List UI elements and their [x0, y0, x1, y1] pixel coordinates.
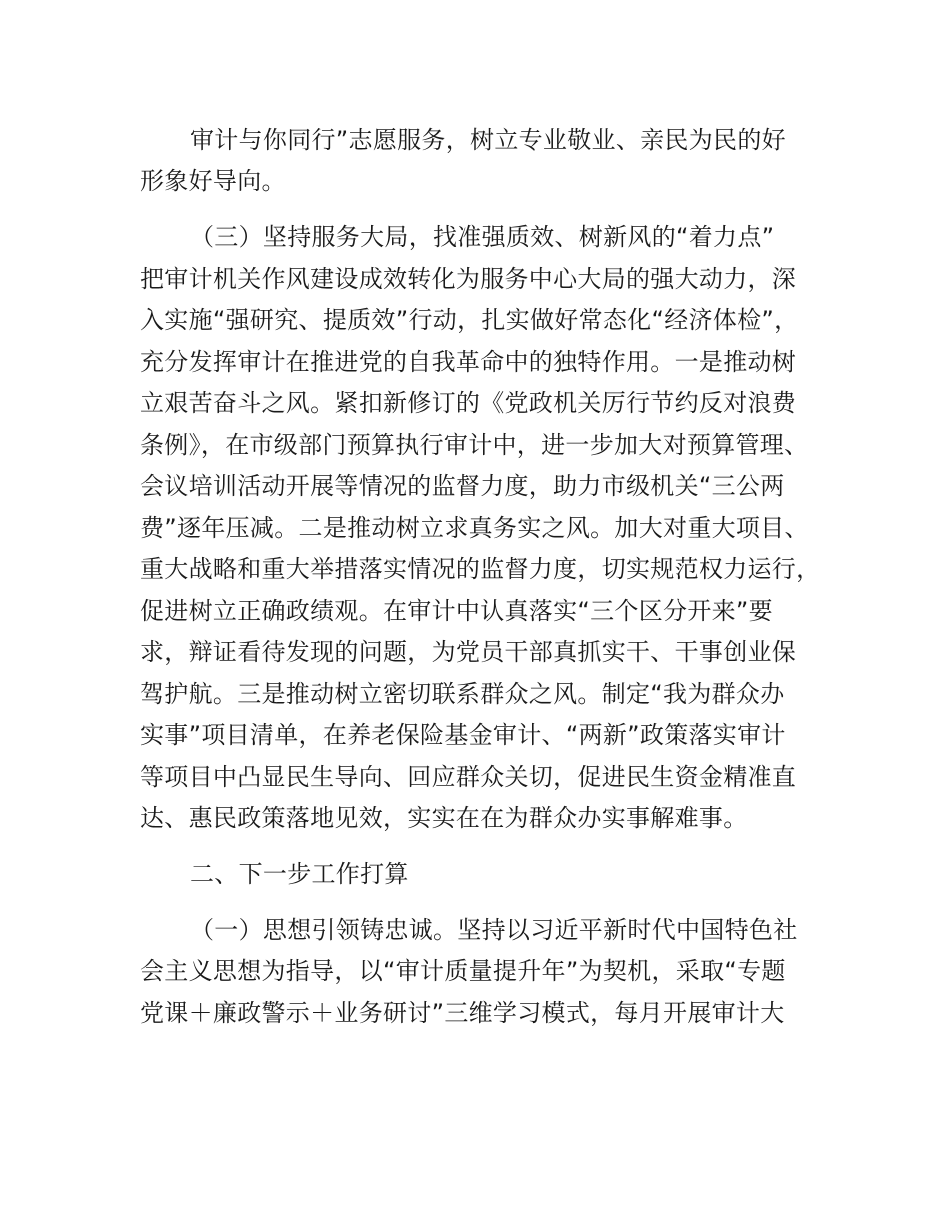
text-line: 费”逐年压减。二是推动树立求真务实之风。加大对重大项目、 [140, 514, 809, 542]
text-line: 入实施“强研究、提质效”行动，扎实做好常态化“经济体检”， [140, 306, 799, 334]
text-line: 把审计机关作风建设成效转化为服务中心大局的强大动力，深 [140, 265, 797, 293]
section-heading: 二、下一步工作打算 [190, 860, 409, 888]
text-line: 等项目中凸显民生导向、回应群众关切，促进民生资金精准直 [140, 763, 797, 791]
text-line: 求，辩证看待发现的问题，为党员干部真抓实干、干事创业保 [140, 638, 797, 666]
text-line: 审计与你同行”志愿服务，树立专业敬业、亲民为民的好 [190, 126, 786, 154]
text-line: 会主义思想为指导，以“审计质量提升年”为契机，采取“专题 [140, 957, 786, 985]
text-line: 党课＋廉政警示＋业务研讨”三维学习模式，每月开展审计大 [140, 999, 785, 1027]
text-line: 条例》，在市级部门预算执行审计中，进一步加大对预算管理、 [140, 431, 809, 459]
text-line: 实事”项目清单，在养老保险基金审计、“两新”政策落实审计 [140, 721, 786, 749]
text-line: 达、惠民政策落地见效，实实在在为群众办实事解难事。 [140, 804, 748, 832]
text-line: 驾护航。三是推动树立密切联系群众之风。制定“我为群众办 [140, 680, 785, 708]
text-line: 促进树立正确政绩观。在审计中认真落实“三个区分开来”要 [140, 597, 773, 625]
text-line: 充分发挥审计在推进党的自我革命中的独特作用。一是推动树 [140, 348, 797, 376]
text-line: 会议培训活动开展等情况的监督力度，助力市级机关“三公两 [140, 472, 785, 500]
text-line: 重大战略和重大举措落实情况的监督力度，切实规范权力运行， [140, 555, 821, 583]
text-line: 立艰苦奋斗之风。紧扣新修订的《党政机关厉行节约反对浪费 [140, 389, 797, 417]
text-line: 形象好导向。 [140, 167, 286, 195]
text-line: （三）坚持服务大局，找准强质效、树新风的“着力点” [190, 223, 775, 251]
text-line: （一）思想引领铸忠诚。坚持以习近平新时代中国特色社 [190, 916, 798, 944]
